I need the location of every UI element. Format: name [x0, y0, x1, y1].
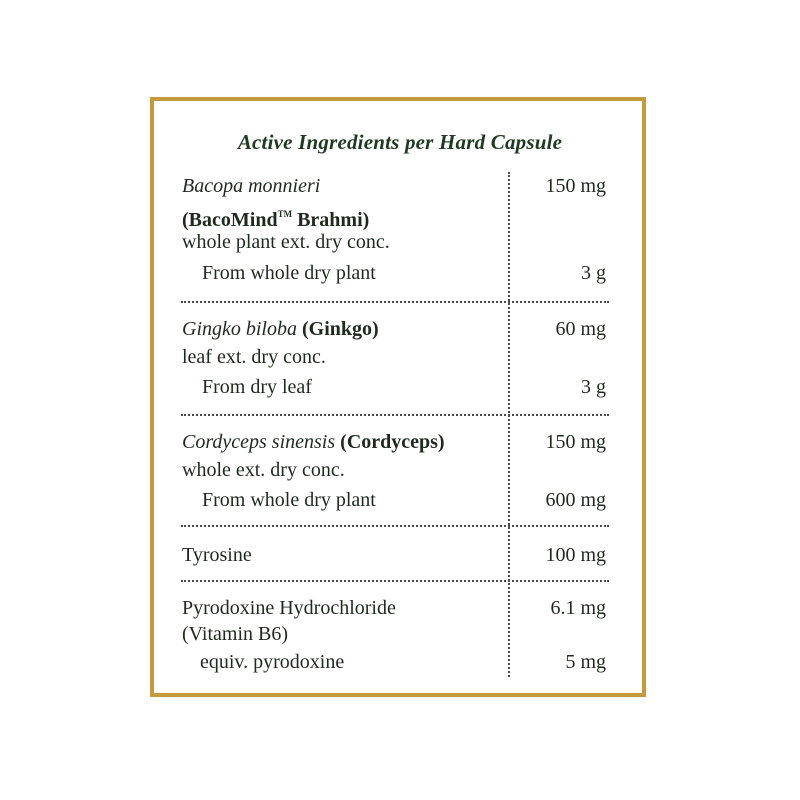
ingredient-name: Tyrosine	[182, 544, 252, 566]
source-amount: 5 mg	[565, 651, 606, 673]
ingredient-description: leaf ext. dry conc.	[182, 346, 326, 368]
ingredient-amount: 150 mg	[545, 431, 606, 453]
ingredient-source: From whole dry plant	[202, 489, 376, 511]
ingredient-source: equiv. pyrodoxine	[200, 651, 345, 673]
row-separator	[181, 525, 609, 527]
ingredient-name: Pyrodoxine Hydrochloride	[182, 597, 396, 619]
common-name: BacoMind	[188, 209, 278, 231]
row-separator	[181, 414, 609, 416]
ingredient-description: whole plant ext. dry conc.	[182, 231, 390, 253]
ingredient-source: From dry leaf	[202, 376, 312, 398]
common-name-suffix: Brahmi	[297, 209, 363, 231]
common-name: Ginkgo	[308, 318, 373, 340]
source-amount: 3 g	[581, 376, 606, 398]
column-divider	[508, 172, 510, 677]
source-amount: 3 g	[581, 262, 606, 284]
trademark-mark: TM	[277, 209, 293, 219]
latin-name: Bacopa monnieri	[182, 175, 321, 197]
row-separator	[181, 580, 609, 582]
ingredient-source: From whole dry plant	[202, 262, 376, 284]
ingredient-name-line2: (Vitamin B6)	[182, 623, 289, 645]
ingredient-amount: 100 mg	[545, 544, 606, 566]
row-separator	[181, 301, 609, 303]
source-amount: 600 mg	[545, 489, 606, 511]
ingredient-amount: 6.1 mg	[550, 597, 606, 619]
table-title: Active Ingredients per Hard Capsule	[237, 130, 563, 154]
common-name: Cordyceps	[346, 431, 438, 453]
ingredient-description: whole ext. dry conc.	[182, 459, 345, 481]
latin-name: Gingko biloba	[182, 318, 297, 340]
common-name-line: (BacoMind™ Brahmi)	[182, 209, 370, 231]
ingredient-amount: 60 mg	[555, 318, 606, 340]
ingredient-amount: 150 mg	[545, 175, 606, 197]
latin-name: Cordyceps sinensis	[182, 431, 336, 453]
